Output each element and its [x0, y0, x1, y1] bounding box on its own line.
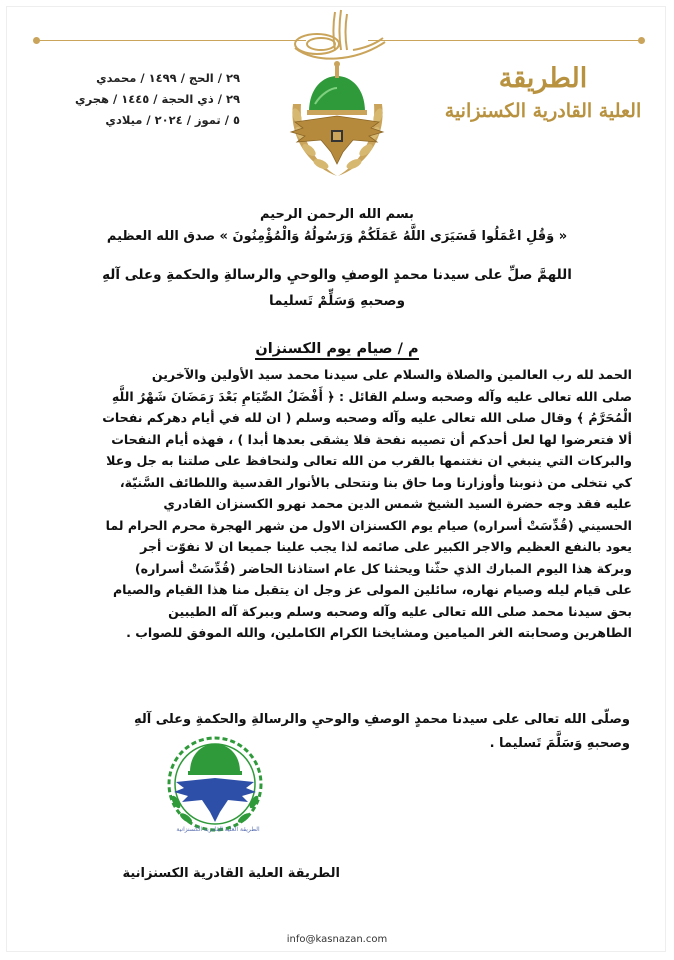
body-line: على قيام ليله وصيام نهاره، سائلين المولى عز وجل ان يتقبل منا هذا القيام والصيام: [112, 582, 632, 597]
decorative-rule-left: [36, 40, 306, 41]
organization-name: الطريقة العلية القادرية الكسنزانية: [122, 866, 340, 881]
body-line: صلى الله تعالى عليه وآله وصحبه وسلم القائل : ﴿ أَفْضَلُ الصِّيَامِ بَعْدَ رَمَضَانَ شَهْرُ اللَّهِ: [111, 388, 632, 404]
closing-line: وصلّى الله تعالى على سيدنا محمدٍ الوصفِ والوحيِ والرسالةِ والحكمةِ وعلى آلهِ: [133, 712, 630, 727]
salawat-line: اللهمَّ صلِّ على سيدنا محمدٍ الوصفِ والوحيِ والرسالةِ والحكمةِ وعلى آلهِ: [102, 267, 572, 283]
subject-line: [40, 341, 634, 357]
body-line: عليه فقد وجه حضرة السيد الشيخ شمس الدين محمد نهرو الكسنزان القادري: [163, 496, 632, 511]
letter-body: [72, 364, 632, 644]
body-line: وبركة هذا اليوم المبارك الذي حثّنا ويحثنا كل عام استاذنا الحاضر (قُدِّسَتْ أسراره): [134, 560, 632, 576]
body-line: يعود بالنفع العظيم والاجر الكبير على صائمه لذا يجب علينا جميعا ان لا نفوّت أجر: [140, 539, 632, 554]
wordmark-bottom: العلية القادرية الكسنزانية: [444, 100, 642, 122]
body-line: الحسيني (قُدِّسَتْ أسراره) صيام يوم الكسنزان الاول من شهر الهجرة محرم الحرام لما: [105, 517, 632, 533]
wordmark-top: الطريقة: [498, 63, 588, 94]
body-line: والبركات التي ينبغي ان نغتنمها بالقرب من الله تعالى ولنحافظ على صلتنا به جل وعلا: [106, 453, 632, 468]
date-hijri: ٢٩ / ذي الحجة / ١٤٤٥ / هجري: [75, 92, 240, 106]
date-muhammadi: ٢٩ / الحج / ١٤٩٩ / محمدي: [96, 71, 240, 85]
closing-line: وصحبهِ وَسَلَّمَ تَسليما .: [489, 736, 630, 751]
seal-caption: الطريقة العلية القادرية الكسنزانية: [176, 826, 260, 833]
opening-salawat: [40, 262, 634, 314]
organization-seal-icon: [152, 730, 278, 870]
tariqa-emblem-icon: [275, 4, 400, 192]
quran-verse: « وَقُلِ اعْمَلُوا فَسَيَرَى اللَّهُ عَمَلَكُمْ وَرَسُولُهُ وَالْمُؤْمِنُونَ » صدق الله العظيم: [106, 229, 568, 244]
body-line: كي نتخلى من ذنوبنا وأوزارنا وما حاق بنا ونتحلى بالأنوار القدسية واللطائف السَّنيّة،: [119, 474, 632, 490]
tariqa-wordmark: [438, 62, 648, 154]
subject-text: م / صيام يوم الكسنزان: [255, 341, 418, 360]
body-line: الطاهرين وصحابته الغر الميامين ومشايخنا الكرام الكاملين، والله الموفق للصواب .: [126, 625, 632, 640]
basmala: بسم الله الرحمن الرحيم: [260, 207, 414, 222]
body-line: بحق سيدنا محمد صلى الله تعالى عليه وآله وصحبه وسلم وببركة آله الطيبين: [168, 603, 632, 619]
footer-email[interactable]: info@kasnazan.com: [286, 934, 388, 945]
salawat-line: وصحبهِ وَسَلِّمْ تَسليما: [269, 293, 405, 309]
body-line: الْمُحَرَّمُ ﴾ وقال صلى الله تعالى عليه وآله وصحبه وسلم ( ان لله في أيام دهركم نفحات: [102, 410, 632, 425]
header-dates: [40, 68, 240, 131]
date-gregorian: ٥ / تموز / ٢٠٢٤ / ميلادي: [105, 113, 240, 127]
body-line: الحمد لله رب العالمين والصلاة والسلام على سيدنا محمد سيد الأولين والآخرين: [151, 367, 632, 382]
body-line: ألا فتعرضوا لها لعل أحدكم أن تصيبه نفحة فلا يشقى بعدها أبدا ) ، فهذه أيام النفحات: [111, 431, 632, 447]
decorative-rule-right: [368, 40, 642, 41]
